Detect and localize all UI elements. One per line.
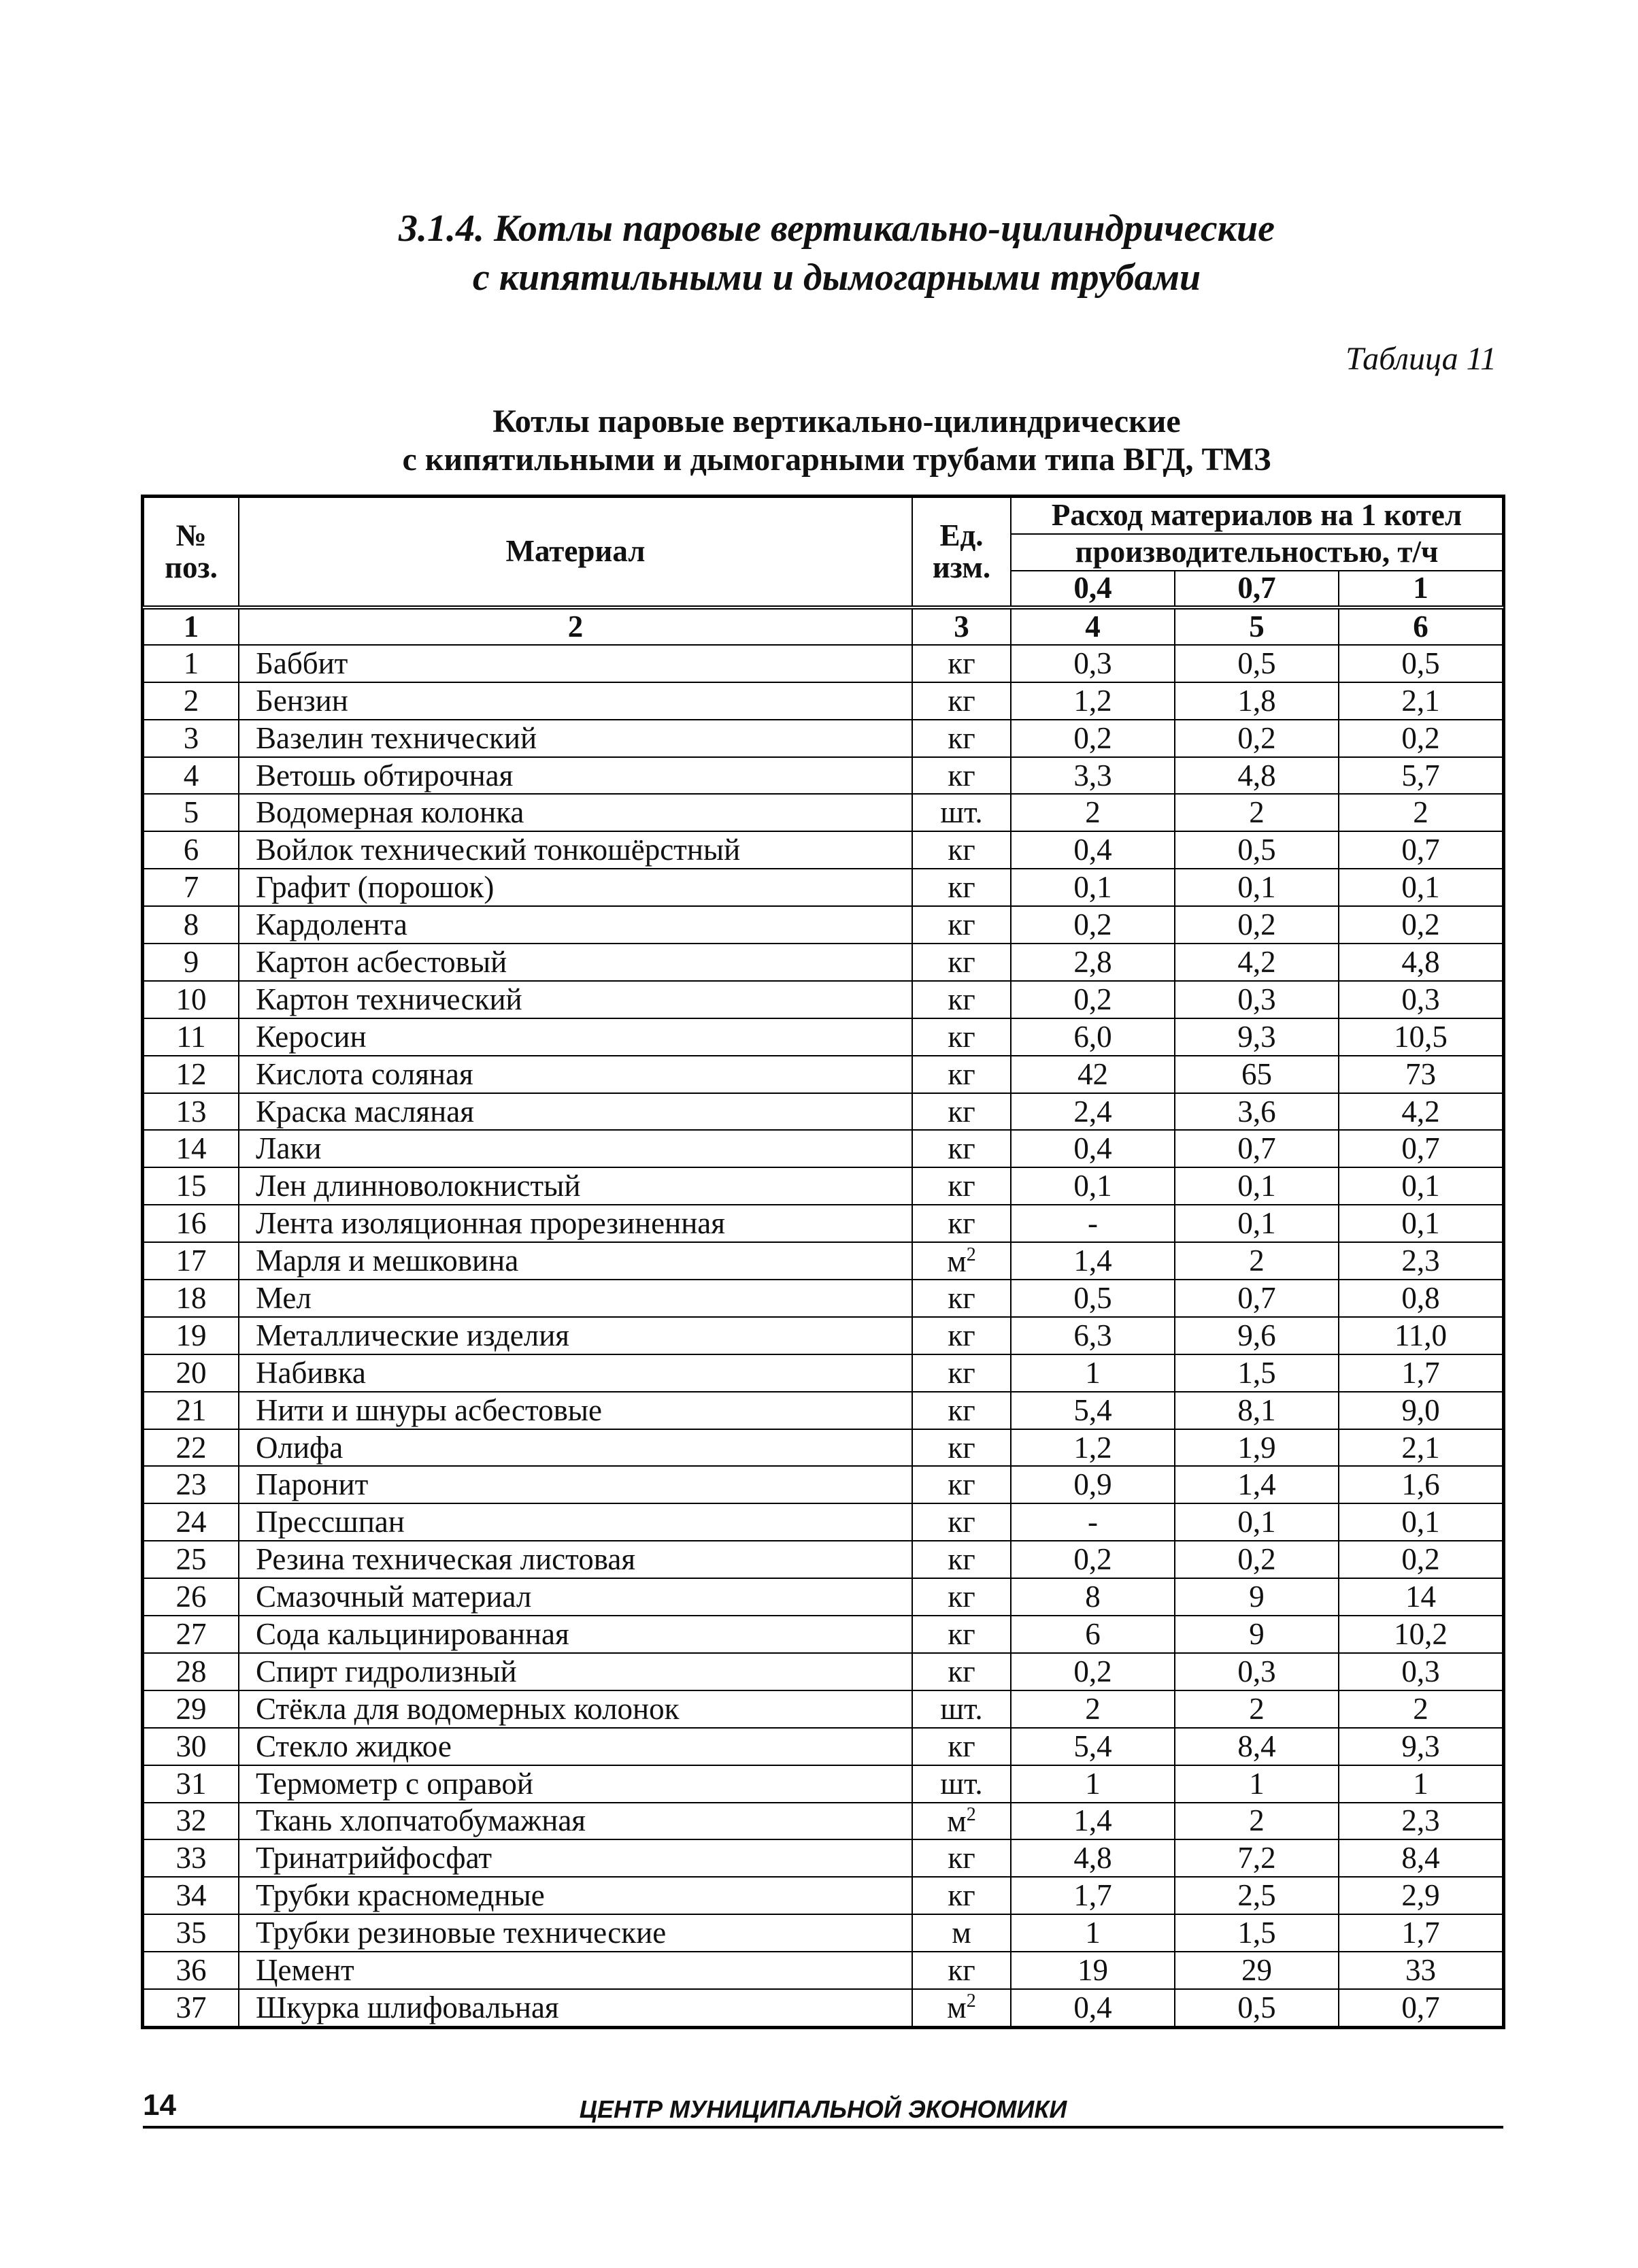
row-value-0-7: 0,7 bbox=[1175, 1130, 1339, 1167]
row-value-0-4: 0,4 bbox=[1011, 1130, 1175, 1167]
row-value-0-7: 0,1 bbox=[1175, 869, 1339, 906]
row-material: Сода кальцинированная bbox=[239, 1616, 912, 1653]
header-unit-line2: изм. bbox=[932, 550, 991, 584]
row-material: Картон асбестовый bbox=[239, 944, 912, 981]
row-value-0-4: 6,0 bbox=[1011, 1018, 1175, 1056]
row-material: Лента изоляционная прорезиненная bbox=[239, 1205, 912, 1242]
row-material: Трубки красномедные bbox=[239, 1877, 912, 1914]
row-value-0-7: 0,5 bbox=[1175, 831, 1339, 869]
row-material: Керосин bbox=[239, 1018, 912, 1056]
row-unit: кг bbox=[912, 1280, 1011, 1317]
row-value-0-7: 0,2 bbox=[1175, 1541, 1339, 1578]
table-row bbox=[144, 1914, 1503, 1952]
row-value-1: 0,2 bbox=[1339, 1541, 1503, 1578]
row-unit: кг bbox=[912, 1952, 1011, 1989]
column-number: 3 bbox=[912, 607, 1011, 645]
row-unit: кг bbox=[912, 1466, 1011, 1503]
row-value-0-4: 6 bbox=[1011, 1616, 1175, 1653]
row-material: Нити и шнуры асбестовые bbox=[239, 1392, 912, 1429]
row-number: 35 bbox=[144, 1914, 239, 1952]
table-label: Таблица 11 bbox=[1346, 341, 1497, 377]
table-row bbox=[144, 1541, 1503, 1578]
row-value-1: 0,7 bbox=[1339, 1130, 1503, 1167]
table-row bbox=[144, 645, 1503, 682]
table-row bbox=[144, 1317, 1503, 1354]
row-value-0-4: 0,4 bbox=[1011, 1989, 1175, 2027]
table-row bbox=[144, 720, 1503, 757]
row-value-0-4: 0,9 bbox=[1011, 1466, 1175, 1503]
row-value-0-7: 9,3 bbox=[1175, 1018, 1339, 1056]
row-value-1: 0,7 bbox=[1339, 1989, 1503, 2027]
row-material: Ткань хлопчатобумажная bbox=[239, 1803, 912, 1840]
row-value-0-4: 0,2 bbox=[1011, 1541, 1175, 1578]
row-value-0-4: 1,2 bbox=[1011, 682, 1175, 720]
row-unit: кг bbox=[912, 831, 1011, 869]
table-row bbox=[144, 1877, 1503, 1914]
row-unit: кг bbox=[912, 1354, 1011, 1392]
header-material: Материал bbox=[239, 497, 912, 607]
row-value-0-4: 4,8 bbox=[1011, 1839, 1175, 1877]
row-value-1: 0,1 bbox=[1339, 1205, 1503, 1242]
row-value-0-4: 0,2 bbox=[1011, 981, 1175, 1018]
row-material: Ветошь обтирочная bbox=[239, 757, 912, 795]
row-number: 13 bbox=[144, 1093, 239, 1131]
table-row bbox=[144, 794, 1503, 831]
row-number: 36 bbox=[144, 1952, 239, 1989]
row-value-1: 14 bbox=[1339, 1578, 1503, 1616]
table-row bbox=[144, 682, 1503, 720]
row-material: Спирт гидролизный bbox=[239, 1653, 912, 1690]
row-value-0-4: 1,4 bbox=[1011, 1803, 1175, 1840]
row-value-1: 2,3 bbox=[1339, 1803, 1503, 1840]
row-number: 16 bbox=[144, 1205, 239, 1242]
table-row bbox=[144, 757, 1503, 795]
table-row bbox=[144, 1690, 1503, 1728]
table-row bbox=[144, 1578, 1503, 1616]
unit-exponent: 2 bbox=[966, 1803, 976, 1825]
row-value-1: 2 bbox=[1339, 1690, 1503, 1728]
row-number: 21 bbox=[144, 1392, 239, 1429]
row-number: 28 bbox=[144, 1653, 239, 1690]
row-unit: кг bbox=[912, 720, 1011, 757]
row-value-0-7: 1,4 bbox=[1175, 1466, 1339, 1503]
row-value-1: 0,7 bbox=[1339, 831, 1503, 869]
row-material: Стекло жидкое bbox=[239, 1728, 912, 1765]
row-unit: кг bbox=[912, 1130, 1011, 1167]
row-unit: кг bbox=[912, 1392, 1011, 1429]
section-title bbox=[204, 204, 1469, 302]
column-number: 2 bbox=[239, 607, 912, 645]
row-unit: кг bbox=[912, 981, 1011, 1018]
row-value-0-7: 2 bbox=[1175, 1803, 1339, 1840]
row-unit: кг bbox=[912, 1093, 1011, 1131]
row-value-1: 8,4 bbox=[1339, 1839, 1503, 1877]
table-row bbox=[144, 1242, 1503, 1280]
table-caption-line2: с кипятильными и дымогарными трубами типа ВГД, ТМЗ bbox=[402, 441, 1271, 478]
row-value-0-4: 2 bbox=[1011, 794, 1175, 831]
row-value-0-4: 0,2 bbox=[1011, 720, 1175, 757]
row-value-0-7: 65 bbox=[1175, 1056, 1339, 1093]
column-numbers-row bbox=[144, 607, 1503, 645]
table-row bbox=[144, 1130, 1503, 1167]
row-unit: кг bbox=[912, 682, 1011, 720]
row-value-1: 1,6 bbox=[1339, 1466, 1503, 1503]
row-unit: шт. bbox=[912, 1690, 1011, 1728]
row-value-0-7: 8,1 bbox=[1175, 1392, 1339, 1429]
row-unit: кг bbox=[912, 944, 1011, 981]
row-value-1: 4,2 bbox=[1339, 1093, 1503, 1131]
row-value-0-7: 0,5 bbox=[1175, 1989, 1339, 2027]
table-row bbox=[144, 1205, 1503, 1242]
row-material: Кардолента bbox=[239, 906, 912, 944]
table-row bbox=[144, 1839, 1503, 1877]
row-material: Металлические изделия bbox=[239, 1317, 912, 1354]
row-value-0-4: 42 bbox=[1011, 1056, 1175, 1093]
row-unit bbox=[912, 1803, 1011, 1840]
table-row bbox=[144, 1653, 1503, 1690]
row-value-0-7: 0,2 bbox=[1175, 906, 1339, 944]
row-value-0-4: 2 bbox=[1011, 1690, 1175, 1728]
row-material: Цемент bbox=[239, 1952, 912, 1989]
row-value-1: 0,1 bbox=[1339, 1167, 1503, 1205]
row-value-0-7: 9,6 bbox=[1175, 1317, 1339, 1354]
row-value-0-4: 1,7 bbox=[1011, 1877, 1175, 1914]
row-value-0-7: 0,7 bbox=[1175, 1280, 1339, 1317]
header-capacity-2: 0,7 bbox=[1175, 571, 1339, 607]
row-material: Прессшпан bbox=[239, 1503, 912, 1541]
table-row bbox=[144, 1616, 1503, 1653]
row-value-0-4: 5,4 bbox=[1011, 1728, 1175, 1765]
row-value-1: 11,0 bbox=[1339, 1317, 1503, 1354]
row-value-1: 2,1 bbox=[1339, 682, 1503, 720]
row-value-0-7: 0,5 bbox=[1175, 645, 1339, 682]
footer-organization: ЦЕНТР МУНИЦИПАЛЬНОЙ ЭКОНОМИКИ bbox=[579, 2095, 1067, 2123]
row-material: Водомерная колонка bbox=[239, 794, 912, 831]
table-row bbox=[144, 831, 1503, 869]
row-value-1: 1,7 bbox=[1339, 1354, 1503, 1392]
row-unit: кг bbox=[912, 1578, 1011, 1616]
row-material: Трубки резиновые технические bbox=[239, 1914, 912, 1952]
table-row bbox=[144, 1989, 1503, 2027]
row-unit: кг bbox=[912, 1205, 1011, 1242]
row-number: 1 bbox=[144, 645, 239, 682]
row-unit: кг bbox=[912, 906, 1011, 944]
row-number: 14 bbox=[144, 1130, 239, 1167]
row-material: Шкурка шлифовальная bbox=[239, 1989, 912, 2027]
row-value-0-7: 2 bbox=[1175, 794, 1339, 831]
row-value-1: 2,1 bbox=[1339, 1429, 1503, 1467]
row-number: 32 bbox=[144, 1803, 239, 1840]
row-unit: шт. bbox=[912, 794, 1011, 831]
row-material: Кислота соляная bbox=[239, 1056, 912, 1093]
row-material: Баббит bbox=[239, 645, 912, 682]
row-number: 6 bbox=[144, 831, 239, 869]
row-unit: кг bbox=[912, 869, 1011, 906]
row-value-1: 10,2 bbox=[1339, 1616, 1503, 1653]
row-value-1: 10,5 bbox=[1339, 1018, 1503, 1056]
table-row bbox=[144, 1466, 1503, 1503]
row-unit: кг bbox=[912, 1503, 1011, 1541]
column-number: 4 bbox=[1011, 607, 1175, 645]
row-value-0-4: 6,3 bbox=[1011, 1317, 1175, 1354]
row-unit: кг bbox=[912, 1429, 1011, 1467]
row-number: 18 bbox=[144, 1280, 239, 1317]
row-value-1: 4,8 bbox=[1339, 944, 1503, 981]
header-capacity-1: 0,4 bbox=[1011, 571, 1175, 607]
table-row bbox=[144, 1093, 1503, 1131]
table-row bbox=[144, 1765, 1503, 1803]
row-number: 22 bbox=[144, 1429, 239, 1467]
row-value-1: 2,3 bbox=[1339, 1242, 1503, 1280]
row-value-0-7: 1,5 bbox=[1175, 1354, 1339, 1392]
section-title-line2: с кипятильными и дымогарными трубами bbox=[472, 256, 1201, 299]
page-number: 14 bbox=[143, 2088, 176, 2122]
row-unit: кг bbox=[912, 757, 1011, 795]
row-number: 27 bbox=[144, 1616, 239, 1653]
header-consumption-line1: Расход материалов на 1 котел bbox=[1011, 497, 1503, 534]
row-number: 33 bbox=[144, 1839, 239, 1877]
row-number: 20 bbox=[144, 1354, 239, 1392]
row-number: 8 bbox=[144, 906, 239, 944]
table-caption bbox=[204, 403, 1469, 479]
row-number: 26 bbox=[144, 1578, 239, 1616]
table-row bbox=[144, 1392, 1503, 1429]
row-unit bbox=[912, 1989, 1011, 2027]
row-value-0-7: 0,1 bbox=[1175, 1205, 1339, 1242]
row-value-0-4: 8 bbox=[1011, 1578, 1175, 1616]
table-row bbox=[144, 1803, 1503, 1840]
row-value-1: 1 bbox=[1339, 1765, 1503, 1803]
row-value-1: 73 bbox=[1339, 1056, 1503, 1093]
row-value-0-7: 29 bbox=[1175, 1952, 1339, 1989]
row-value-1: 9,0 bbox=[1339, 1392, 1503, 1429]
row-material: Резина техническая листовая bbox=[239, 1541, 912, 1578]
row-value-0-4: 1,2 bbox=[1011, 1429, 1175, 1467]
row-material: Картон технический bbox=[239, 981, 912, 1018]
row-unit: кг bbox=[912, 1018, 1011, 1056]
row-value-0-4: 1 bbox=[1011, 1765, 1175, 1803]
table-row bbox=[144, 906, 1503, 944]
row-unit: м bbox=[912, 1914, 1011, 1952]
row-number: 3 bbox=[144, 720, 239, 757]
row-value-0-7: 2 bbox=[1175, 1690, 1339, 1728]
row-unit: шт. bbox=[912, 1765, 1011, 1803]
row-material: Бензин bbox=[239, 682, 912, 720]
row-number: 34 bbox=[144, 1877, 239, 1914]
row-value-1: 9,3 bbox=[1339, 1728, 1503, 1765]
table-row bbox=[144, 1503, 1503, 1541]
header-unit-line1: Ед. bbox=[939, 518, 984, 552]
row-unit: кг bbox=[912, 1317, 1011, 1354]
table-body bbox=[144, 607, 1503, 2027]
row-material: Набивка bbox=[239, 1354, 912, 1392]
row-number: 7 bbox=[144, 869, 239, 906]
row-value-0-7: 2 bbox=[1175, 1242, 1339, 1280]
header-unit bbox=[912, 497, 1011, 607]
row-value-0-4: 0,5 bbox=[1011, 1280, 1175, 1317]
row-material: Термометр с оправой bbox=[239, 1765, 912, 1803]
row-value-1: 33 bbox=[1339, 1952, 1503, 1989]
table-row bbox=[144, 869, 1503, 906]
row-value-1: 0,5 bbox=[1339, 645, 1503, 682]
row-number: 2 bbox=[144, 682, 239, 720]
unit-exponent: 2 bbox=[966, 1244, 976, 1265]
row-material: Олифа bbox=[239, 1429, 912, 1467]
row-material: Смазочный материал bbox=[239, 1578, 912, 1616]
row-material: Лаки bbox=[239, 1130, 912, 1167]
footer-rule bbox=[143, 2126, 1503, 2129]
row-value-0-4: 19 bbox=[1011, 1952, 1175, 1989]
row-value-0-4: 5,4 bbox=[1011, 1392, 1175, 1429]
table-row bbox=[144, 1280, 1503, 1317]
row-number: 29 bbox=[144, 1690, 239, 1728]
materials-table bbox=[143, 497, 1503, 2027]
row-value-0-7: 4,8 bbox=[1175, 757, 1339, 795]
row-material: Вазелин технический bbox=[239, 720, 912, 757]
row-value-0-7: 1,5 bbox=[1175, 1914, 1339, 1952]
row-value-0-7: 9 bbox=[1175, 1578, 1339, 1616]
row-value-0-4: 2,4 bbox=[1011, 1093, 1175, 1131]
row-value-0-4: 0,4 bbox=[1011, 831, 1175, 869]
row-material: Краска масляная bbox=[239, 1093, 912, 1131]
row-value-0-7: 7,2 bbox=[1175, 1839, 1339, 1877]
row-unit: кг bbox=[912, 1056, 1011, 1093]
row-unit: кг bbox=[912, 1616, 1011, 1653]
section-title-line1: 3.1.4. Котлы паровые вертикально-цилиндрические bbox=[398, 207, 1275, 250]
row-value-0-4: 2,8 bbox=[1011, 944, 1175, 981]
row-unit: кг bbox=[912, 1877, 1011, 1914]
row-material: Войлок технический тонкошёрстный bbox=[239, 831, 912, 869]
row-value-0-7: 3,6 bbox=[1175, 1093, 1339, 1131]
row-material: Марля и мешковина bbox=[239, 1242, 912, 1280]
row-number: 9 bbox=[144, 944, 239, 981]
table-row bbox=[144, 944, 1503, 981]
row-material: Стёкла для водомерных колонок bbox=[239, 1690, 912, 1728]
table-caption-line1: Котлы паровые вертикально-цилиндрические bbox=[492, 403, 1181, 439]
row-value-1: 5,7 bbox=[1339, 757, 1503, 795]
row-value-0-4: 1,4 bbox=[1011, 1242, 1175, 1280]
row-number: 15 bbox=[144, 1167, 239, 1205]
row-value-0-7: 0,3 bbox=[1175, 1653, 1339, 1690]
row-unit: кг bbox=[912, 1839, 1011, 1877]
row-value-1: 2 bbox=[1339, 794, 1503, 831]
row-number: 12 bbox=[144, 1056, 239, 1093]
row-value-0-4: 0,1 bbox=[1011, 1167, 1175, 1205]
row-number: 10 bbox=[144, 981, 239, 1018]
row-number: 30 bbox=[144, 1728, 239, 1765]
header-consumption-line2: производительностью, т/ч bbox=[1011, 534, 1503, 571]
row-value-1: 0,1 bbox=[1339, 869, 1503, 906]
table-row bbox=[144, 1167, 1503, 1205]
row-value-0-7: 0,1 bbox=[1175, 1167, 1339, 1205]
unit-exponent: 2 bbox=[966, 1990, 976, 2012]
row-value-0-4: - bbox=[1011, 1205, 1175, 1242]
row-value-1: 0,8 bbox=[1339, 1280, 1503, 1317]
table-row bbox=[144, 1728, 1503, 1765]
row-material: Тринатрийфосфат bbox=[239, 1839, 912, 1877]
row-unit: кг bbox=[912, 645, 1011, 682]
row-value-0-7: 0,3 bbox=[1175, 981, 1339, 1018]
row-value-0-4: 3,3 bbox=[1011, 757, 1175, 795]
row-value-0-4: 0,2 bbox=[1011, 906, 1175, 944]
row-number: 11 bbox=[144, 1018, 239, 1056]
row-value-0-7: 1,8 bbox=[1175, 682, 1339, 720]
row-value-0-7: 1,9 bbox=[1175, 1429, 1339, 1467]
row-value-0-7: 9 bbox=[1175, 1616, 1339, 1653]
row-unit bbox=[912, 1242, 1011, 1280]
column-number: 1 bbox=[144, 607, 239, 645]
row-value-0-4: 0,3 bbox=[1011, 645, 1175, 682]
row-value-1: 0,3 bbox=[1339, 981, 1503, 1018]
row-unit: кг bbox=[912, 1653, 1011, 1690]
row-value-0-7: 0,1 bbox=[1175, 1503, 1339, 1541]
row-value-1: 2,9 bbox=[1339, 1877, 1503, 1914]
column-number: 6 bbox=[1339, 607, 1503, 645]
row-value-1: 0,2 bbox=[1339, 906, 1503, 944]
row-value-1: 0,2 bbox=[1339, 720, 1503, 757]
row-value-1: 0,3 bbox=[1339, 1653, 1503, 1690]
row-number: 37 bbox=[144, 1989, 239, 2027]
row-value-0-4: 0,2 bbox=[1011, 1653, 1175, 1690]
row-value-1: 1,7 bbox=[1339, 1914, 1503, 1952]
table-row bbox=[144, 1952, 1503, 1989]
row-number: 23 bbox=[144, 1466, 239, 1503]
unit-base: м bbox=[947, 1803, 967, 1838]
row-material: Паронит bbox=[239, 1466, 912, 1503]
row-unit: кг bbox=[912, 1728, 1011, 1765]
row-value-0-4: 1 bbox=[1011, 1914, 1175, 1952]
row-material: Графит (порошок) bbox=[239, 869, 912, 906]
row-number: 17 bbox=[144, 1242, 239, 1280]
table-row bbox=[144, 1354, 1503, 1392]
table-row bbox=[144, 1018, 1503, 1056]
row-value-0-7: 4,2 bbox=[1175, 944, 1339, 981]
row-material: Мел bbox=[239, 1280, 912, 1317]
row-number: 25 bbox=[144, 1541, 239, 1578]
header-capacity-3: 1 bbox=[1339, 571, 1503, 607]
header-pos-line2: поз. bbox=[165, 550, 218, 584]
row-value-1: 0,1 bbox=[1339, 1503, 1503, 1541]
row-value-0-4: - bbox=[1011, 1503, 1175, 1541]
row-number: 4 bbox=[144, 757, 239, 795]
row-material: Лен длинноволокнистый bbox=[239, 1167, 912, 1205]
header-pos-line1: № bbox=[176, 518, 207, 552]
row-unit: кг bbox=[912, 1167, 1011, 1205]
unit-base: м bbox=[947, 1990, 967, 2025]
row-number: 31 bbox=[144, 1765, 239, 1803]
table-row bbox=[144, 1056, 1503, 1093]
row-value-0-7: 0,2 bbox=[1175, 720, 1339, 757]
table-row bbox=[144, 1429, 1503, 1467]
row-value-0-4: 0,1 bbox=[1011, 869, 1175, 906]
row-unit: кг bbox=[912, 1541, 1011, 1578]
row-number: 5 bbox=[144, 794, 239, 831]
table-row bbox=[144, 981, 1503, 1018]
row-value-0-4: 1 bbox=[1011, 1354, 1175, 1392]
unit-base: м bbox=[947, 1244, 967, 1278]
header-pos bbox=[144, 497, 239, 607]
column-number: 5 bbox=[1175, 607, 1339, 645]
row-number: 19 bbox=[144, 1317, 239, 1354]
row-value-0-7: 2,5 bbox=[1175, 1877, 1339, 1914]
row-value-0-7: 1 bbox=[1175, 1765, 1339, 1803]
row-number: 24 bbox=[144, 1503, 239, 1541]
row-value-0-7: 8,4 bbox=[1175, 1728, 1339, 1765]
